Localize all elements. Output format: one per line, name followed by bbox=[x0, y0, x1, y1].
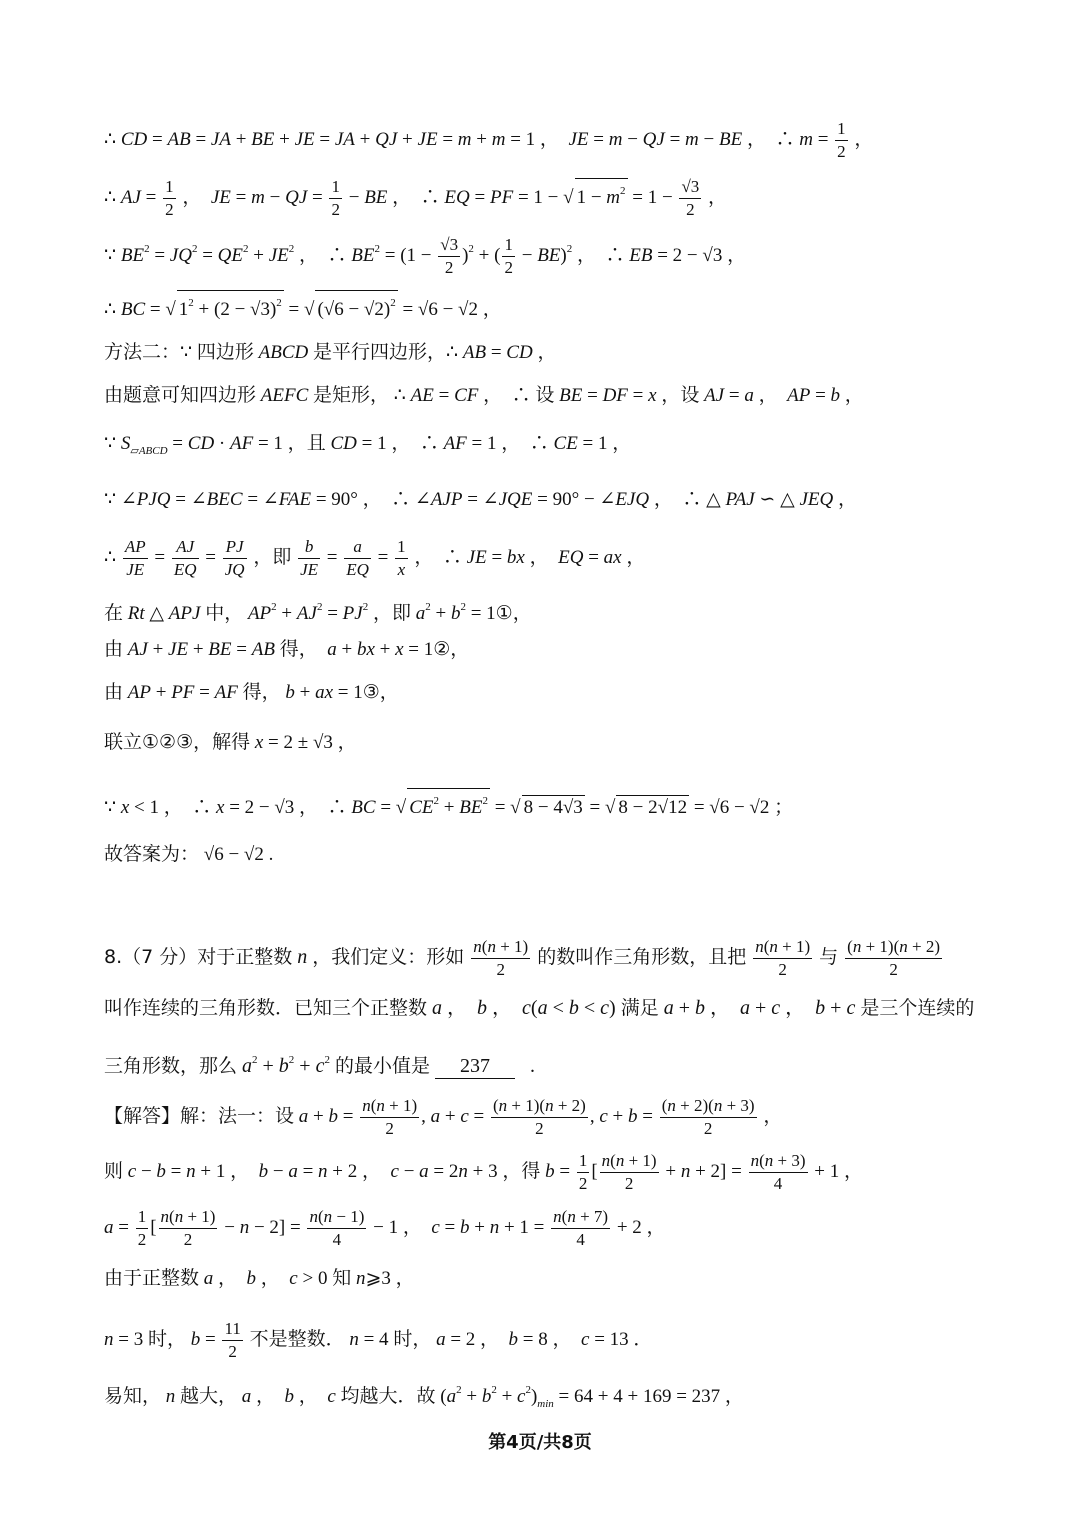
problem-8-line-3: 三角形数，那么 $a^2 + b^2 + c^2$ 的最小值是 237 . bbox=[104, 1054, 535, 1077]
problem-8-line-1: 8.（7 分）对于正整数 n ，我们定义：形如 $\frac{n(n + 1)}{2}$ 的数叫作三角形数，且把 $\frac{n(n + 1)}{2}$ 与 $\frac{(n + 1)(n + 2)}{2}$ bbox=[104, 937, 940, 979]
solution-line-13: 联立①②③，解得 x = 2 ± √3 ， bbox=[104, 731, 357, 753]
solution-line-11: 由 AJ + JE + BE = AB 得， a + bx + x = 1②， bbox=[104, 638, 470, 660]
problem-8-solution-line-4: 由于正整数 a ， b ， c > 0 知 n⩾3 ， bbox=[104, 1267, 415, 1289]
solution-line-6: 由题意可知四边形 AEFC 是矩形， ∴ AE = CF ， ∴ 设 BE = DF = x ，设 AJ = a ， AP = b ， bbox=[104, 384, 864, 406]
problem-8-solution-line-2: 则 c − b = n + 1 ， b − a = n + 2 ， c − a = 2n + 3 ，得 b = $\frac{1}{2}$ [ $\frac{n(n + 1)}{2}$ + n + 2] = $\frac{n(n + 3)}{4}$ + 1 ， bbox=[104, 1151, 863, 1193]
page-footer: 第4页/共8页 bbox=[488, 1432, 592, 1453]
problem-8-solution-line-6: 易知， n 越大， a ， b ， c 均越大．故 $(a^2 + b^2 + c^2)_{min} = 64 + 4 + 169 = 237$ ， bbox=[104, 1384, 744, 1410]
solution-line-2: ∴ AJ = $\frac{1}{2}$ ， JE = m − QJ = $\frac{1}{2}$ − BE ， ∴ EQ = PF = 1 − √ $1 - m^2 = 1$ − $\frac{√3}{2}$ ， bbox=[104, 177, 728, 219]
problem-8-solution-line-3: a = $\frac{1}{2}$ [ $\frac{n(n + 1)}{2}$ − n − 2] = $\frac{n(n - 1)}{4}$ − 1 ， c = b + n + 1 = $\frac{n(n + 7)}{4}$ + 2 ， bbox=[104, 1207, 666, 1249]
solution-line-8: ∵ ∠PJQ = ∠BEC = ∠FAE = 90° ， ∴ ∠AJP = ∠JQE = 90° − ∠EJQ ， ∴ △ PAJ ∽ △ JEQ ， bbox=[104, 489, 857, 510]
solution-line-7: ∵ $S_{▱ABCD}$ = CD · AF = 1 ，且 CD = 1 ， ∴ AF = 1 ， ∴ CE = 1 ， bbox=[104, 432, 632, 457]
answer-blank: 237 bbox=[435, 1054, 515, 1079]
problem-8-solution-line-1: 【解答】解：法一：设 a + b = $\frac{n(n + 1)}{2}$ , a + c = $\frac{(n + 1)(n + 2)}{2}$ , c + b = $\frac{(n + 2)(n + 3)}{2}$ ， bbox=[104, 1096, 783, 1138]
problem-8-line-2: 叫作连续的三角形数．已知三个正整数 a ， b ， c(a < b < c) 满足 a + b ， a + c ， b + c 是三个连续的 bbox=[104, 997, 975, 1019]
solution-line-15: 故答案为： √6 − √2 . bbox=[104, 843, 274, 865]
solution-line-5: 方法二：∵ 四边形 ABCD 是平行四边形，∴ AB = CD ， bbox=[104, 341, 557, 363]
solution-line-3: ∵ $BE^2 = JQ^2 = QE^2 + JE^2$ ， ∴ $BE^2 = (1$ − $\frac{√3}{2}$ )$^2$ + ( $\frac{1}{2}$ − BE)$^2$ ， ∴ EB = 2 − √3 ， bbox=[104, 235, 747, 277]
solution-line-9: ∴ $\frac{AP}{JE}$ = $\frac{AJ}{EQ}$ = $\frac{PJ}{JQ}$ ，即 $\frac{b}{JE}$ = $\frac{a}{EQ}$ = $\frac{1}{x}$ ， ∴ JE = bx ， EQ = ax ， bbox=[104, 537, 646, 579]
solution-line-1: ∴ CD = AB = JA + BE + JE = JA + QJ + JE = m + m = 1 ， JE = m − QJ = m − BE ， ∴ m = $\frac{1}{2}$ ， bbox=[104, 119, 874, 161]
solution-line-10: 在 Rt △ APJ 中， $AP^2 + AJ^2 = PJ^2$ ，即 $a^2 + b^2$ = 1①， bbox=[104, 601, 532, 624]
solution-line-12: 由 AP + PF = AF 得， b + ax = 1③， bbox=[104, 681, 399, 703]
problem-8-solution-line-5: n = 3 时， b = $\frac{11}{2}$ 不是整数． n = 4 时， a = 2 ， b = 8 ， c = 13 ． bbox=[104, 1319, 653, 1361]
solution-line-4: ∴ BC = √ $1^2 + (2 - √3)^2$ = √ $(√6 - √2)^2 = √6 - √2$ ， bbox=[104, 290, 502, 322]
solution-line-14: ∵ x < 1 ， ∴ x = 2 − √3 ， ∴ BC = √ $CE^2 + BE^2$ = √ 8 − 4√3 = √ 8 − 2√12 = √6 − √2 ； bbox=[104, 788, 793, 820]
